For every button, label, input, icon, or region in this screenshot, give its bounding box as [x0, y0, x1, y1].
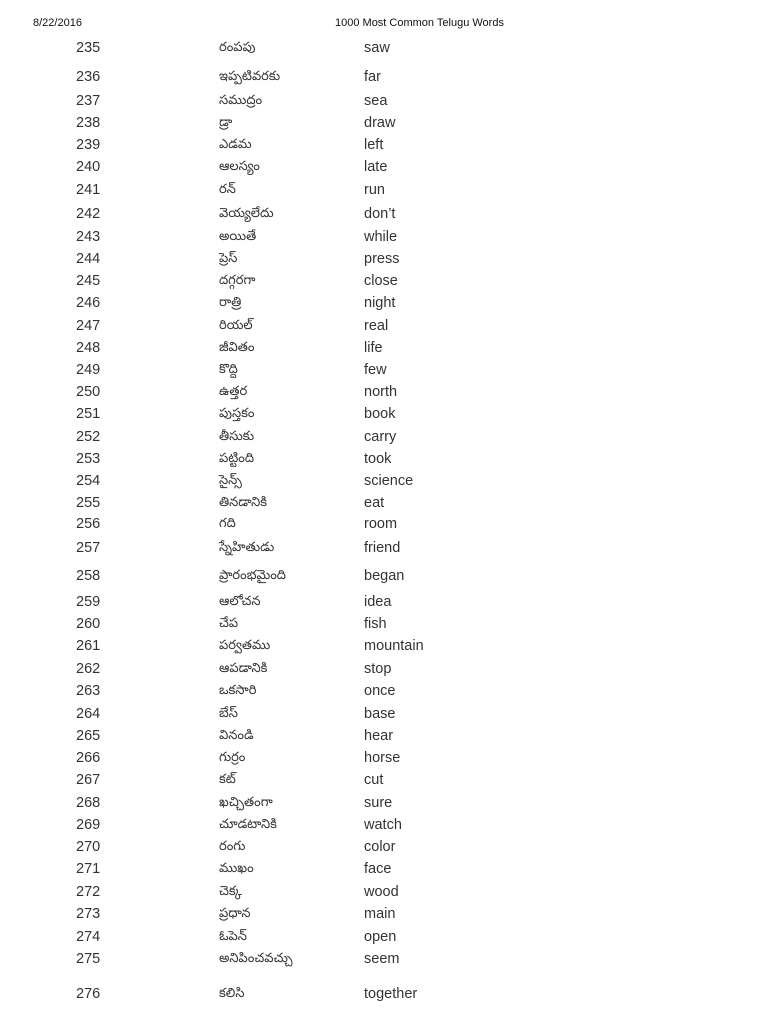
row-number: 236: [76, 69, 101, 85]
english-word: fish: [364, 616, 387, 632]
english-word: while: [364, 229, 398, 245]
telugu-word: చూడటానికి: [219, 817, 277, 832]
row-number: 267: [76, 772, 101, 788]
english-word: draw: [364, 115, 396, 131]
header-title: 1000 Most Common Telugu Words: [335, 17, 504, 29]
telugu-word: ప్రారంభమైంది: [219, 568, 286, 583]
row-number: 259: [76, 594, 101, 610]
row-number: 243: [76, 229, 101, 245]
table-row: [0, 771, 768, 791]
telugu-word: ప్రధాన: [219, 906, 251, 921]
row-number: 273: [76, 906, 101, 922]
row-number: 241: [76, 182, 101, 198]
table-row: [0, 905, 768, 925]
table-row: [0, 838, 768, 858]
table-row: [0, 472, 768, 492]
english-word: sure: [364, 795, 393, 811]
english-word: idea: [364, 594, 392, 610]
english-word: once: [364, 683, 396, 699]
table-row: [0, 985, 768, 1005]
telugu-word: గుర్రం: [219, 750, 246, 765]
english-word: press: [364, 251, 400, 267]
english-word: few: [364, 362, 387, 378]
telugu-word: ఆలస్యం: [219, 159, 260, 174]
telugu-word: ఖచ్చితంగా: [219, 795, 273, 810]
row-number: 242: [76, 206, 101, 222]
english-word: run: [364, 182, 385, 198]
english-word: cut: [364, 772, 384, 788]
telugu-word: ప్రెస్: [219, 251, 238, 266]
table-row: [0, 794, 768, 814]
telugu-word: కొద్ది: [219, 362, 238, 377]
english-word: base: [364, 706, 396, 722]
telugu-word: పర్వతము: [219, 638, 271, 653]
english-word: close: [364, 273, 398, 289]
row-number: 268: [76, 795, 101, 811]
table-row: [0, 383, 768, 403]
table-row: [0, 615, 768, 635]
table-row: [0, 950, 768, 970]
row-number: 252: [76, 429, 101, 445]
telugu-word: ఎడమ: [219, 137, 252, 152]
english-word: real: [364, 318, 389, 334]
table-row: [0, 181, 768, 201]
row-number: 244: [76, 251, 101, 267]
row-number: 258: [76, 568, 101, 584]
english-word: don’t: [364, 206, 396, 222]
english-word: night: [364, 295, 396, 311]
table-row: [0, 228, 768, 248]
table-row: [0, 727, 768, 747]
row-number: 263: [76, 683, 101, 699]
english-word: saw: [364, 40, 390, 56]
telugu-word: ఓపెన్: [219, 929, 247, 944]
row-number: 247: [76, 318, 101, 334]
english-word: watch: [364, 817, 402, 833]
english-word: together: [364, 986, 418, 1002]
row-number: 264: [76, 706, 101, 722]
english-word: horse: [364, 750, 401, 766]
table-row: [0, 92, 768, 112]
row-number: 270: [76, 839, 101, 855]
english-word: science: [364, 473, 414, 489]
row-number: 235: [76, 40, 101, 56]
table-row: [0, 860, 768, 880]
english-word: seem: [364, 951, 400, 967]
row-number: 265: [76, 728, 101, 744]
row-number: 262: [76, 661, 101, 677]
table-row: [0, 68, 768, 88]
table-row: [0, 272, 768, 292]
english-word: north: [364, 384, 398, 400]
telugu-word: చేప: [219, 616, 239, 631]
row-number: 254: [76, 473, 101, 489]
english-word: mountain: [364, 638, 424, 654]
english-word: stop: [364, 661, 392, 677]
table-row: [0, 39, 768, 59]
telugu-word: వినండి: [219, 728, 254, 743]
telugu-word: ముఖం: [219, 861, 254, 876]
row-number: 248: [76, 340, 101, 356]
row-number: 274: [76, 929, 101, 945]
row-number: 251: [76, 406, 101, 422]
english-word: room: [364, 516, 398, 532]
english-word: far: [364, 69, 381, 85]
telugu-word: దగ్గరగా: [219, 273, 256, 288]
row-number: 272: [76, 884, 101, 900]
telugu-word: రంగు: [219, 839, 246, 854]
telugu-word: సైన్స్: [219, 473, 242, 488]
english-word: life: [364, 340, 383, 356]
row-number: 250: [76, 384, 101, 400]
row-number: 256: [76, 516, 101, 532]
table-row: [0, 405, 768, 425]
table-row: [0, 205, 768, 225]
table-row: [0, 361, 768, 381]
row-number: 266: [76, 750, 101, 766]
row-number: 260: [76, 616, 101, 632]
table-row: [0, 682, 768, 702]
english-word: friend: [364, 540, 401, 556]
english-word: carry: [364, 429, 397, 445]
row-number: 269: [76, 817, 101, 833]
telugu-word: బేస్: [219, 706, 238, 721]
telugu-word: స్నేహితుడు: [219, 540, 275, 555]
telugu-word: అనిపించవచ్చు: [219, 951, 293, 966]
telugu-word: ఇప్పటివరకు: [219, 69, 281, 84]
english-word: hear: [364, 728, 394, 744]
table-row: [0, 539, 768, 559]
english-word: took: [364, 451, 392, 467]
table-row: [0, 114, 768, 134]
telugu-word: డ్రా: [219, 115, 233, 130]
telugu-word: రాత్రి: [219, 295, 242, 310]
row-number: 271: [76, 861, 101, 877]
telugu-word: పట్టింది: [219, 451, 255, 466]
telugu-word: సముద్రం: [219, 93, 263, 108]
table-row: [0, 494, 768, 514]
telugu-word: కట్: [219, 772, 236, 787]
table-row: [0, 593, 768, 613]
english-word: began: [364, 568, 405, 584]
row-number: 238: [76, 115, 101, 131]
telugu-word: వెయ్యలేదు: [219, 206, 274, 221]
row-number: 239: [76, 137, 101, 153]
table-row: [0, 660, 768, 680]
telugu-word: ఆలోచన: [219, 594, 261, 609]
telugu-word: రన్: [219, 182, 236, 197]
table-row: [0, 816, 768, 836]
telugu-word: ఒకసారి: [219, 683, 257, 698]
telugu-word: చెక్క: [219, 884, 242, 899]
english-word: face: [364, 861, 392, 877]
table-row: [0, 515, 768, 535]
english-word: eat: [364, 495, 385, 511]
row-number: 245: [76, 273, 101, 289]
table-row: [0, 294, 768, 314]
row-number: 275: [76, 951, 101, 967]
table-row: [0, 428, 768, 448]
row-number: 246: [76, 295, 101, 311]
row-number: 257: [76, 540, 101, 556]
table-row: [0, 136, 768, 156]
row-number: 240: [76, 159, 101, 175]
telugu-word: తీసుకు: [219, 429, 255, 444]
english-word: color: [364, 839, 396, 855]
telugu-word: ఆపడానికి: [219, 661, 268, 676]
row-number: 253: [76, 451, 101, 467]
table-row: [0, 928, 768, 948]
table-row: [0, 339, 768, 359]
english-word: late: [364, 159, 388, 175]
telugu-word: ఉత్తర: [219, 384, 248, 399]
telugu-word: జీవితం: [219, 340, 255, 355]
row-number: 237: [76, 93, 101, 109]
telugu-word: తినడానికి: [219, 495, 268, 510]
row-number: 276: [76, 986, 101, 1002]
english-word: wood: [364, 884, 399, 900]
english-word: main: [364, 906, 396, 922]
row-number: 261: [76, 638, 101, 654]
table-row: [0, 317, 768, 337]
english-word: open: [364, 929, 397, 945]
header-date: 8/22/2016: [33, 17, 82, 29]
table-row: [0, 158, 768, 178]
table-row: [0, 749, 768, 769]
telugu-word: రంపపు: [219, 40, 256, 55]
table-row: [0, 450, 768, 470]
telugu-word: రియల్: [219, 318, 253, 333]
english-word: sea: [364, 93, 388, 109]
telugu-word: అయితే: [219, 229, 257, 244]
row-number: 255: [76, 495, 101, 511]
table-row: [0, 883, 768, 903]
telugu-word: పుస్తకం: [219, 406, 255, 421]
table-row: [0, 705, 768, 725]
english-word: book: [364, 406, 396, 422]
telugu-word: గది: [219, 516, 236, 531]
row-number: 249: [76, 362, 101, 378]
table-row: [0, 250, 768, 270]
telugu-word: కలిసి: [219, 986, 245, 1001]
english-word: left: [364, 137, 384, 153]
table-row: [0, 637, 768, 657]
table-row: [0, 567, 768, 587]
